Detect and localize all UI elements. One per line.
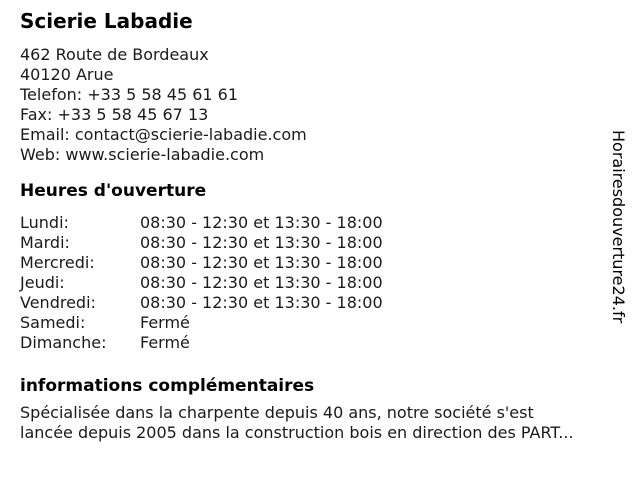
table-row [20,313,620,333]
address-street: 462 Route de Bordeaux [20,45,209,64]
email-line: Email: contact@scierie-labadie.com [20,125,307,144]
company-title: Scierie Labadie [20,9,193,33]
web-line: Web: www.scierie-labadie.com [20,145,265,164]
additional-info-text [20,403,620,443]
time-value: 08:30 - 12:30 et 13:30 - 18:00 [140,253,383,272]
time-value: 08:30 - 12:30 et 13:30 - 18:00 [140,233,383,252]
time-value: Fermé [140,313,190,332]
table-row [20,213,620,233]
time-value: 08:30 - 12:30 et 13:30 - 18:00 [140,293,383,312]
day-label: Lundi: [20,213,69,232]
day-label: Jeudi: [20,273,65,292]
additional-info-heading: informations complémentaires [20,376,315,396]
time-value: 08:30 - 12:30 et 13:30 - 18:00 [140,273,383,292]
day-label: Mardi: [20,233,70,252]
fax-line: Fax: +33 5 58 45 67 13 [20,105,209,124]
table-row [20,253,620,273]
info-text-line1: Spécialisée dans la charpente depuis 40 ans, notre société s'est [20,403,534,422]
info-text-line2: lancée depuis 2005 dans la construction bois en direction des PART... [20,423,574,442]
table-row [20,333,620,353]
day-label: Dimanche: [20,333,107,352]
day-label: Mercredi: [20,253,95,272]
time-value: Fermé [140,333,190,352]
phone-line: Telefon: +33 5 58 45 61 61 [20,85,239,104]
site-watermark: Horairesdouverture24.fr [609,130,628,324]
day-label: Samedi: [20,313,86,332]
table-row [20,293,620,313]
table-row [20,273,620,293]
hours-table [20,213,620,353]
time-value: 08:30 - 12:30 et 13:30 - 18:00 [140,213,383,232]
hours-section-heading: Heures d'ouverture [20,181,207,201]
day-label: Vendredi: [20,293,96,312]
address-city: 40120 Arue [20,65,114,84]
table-row [20,233,620,253]
contact-block [20,45,620,165]
